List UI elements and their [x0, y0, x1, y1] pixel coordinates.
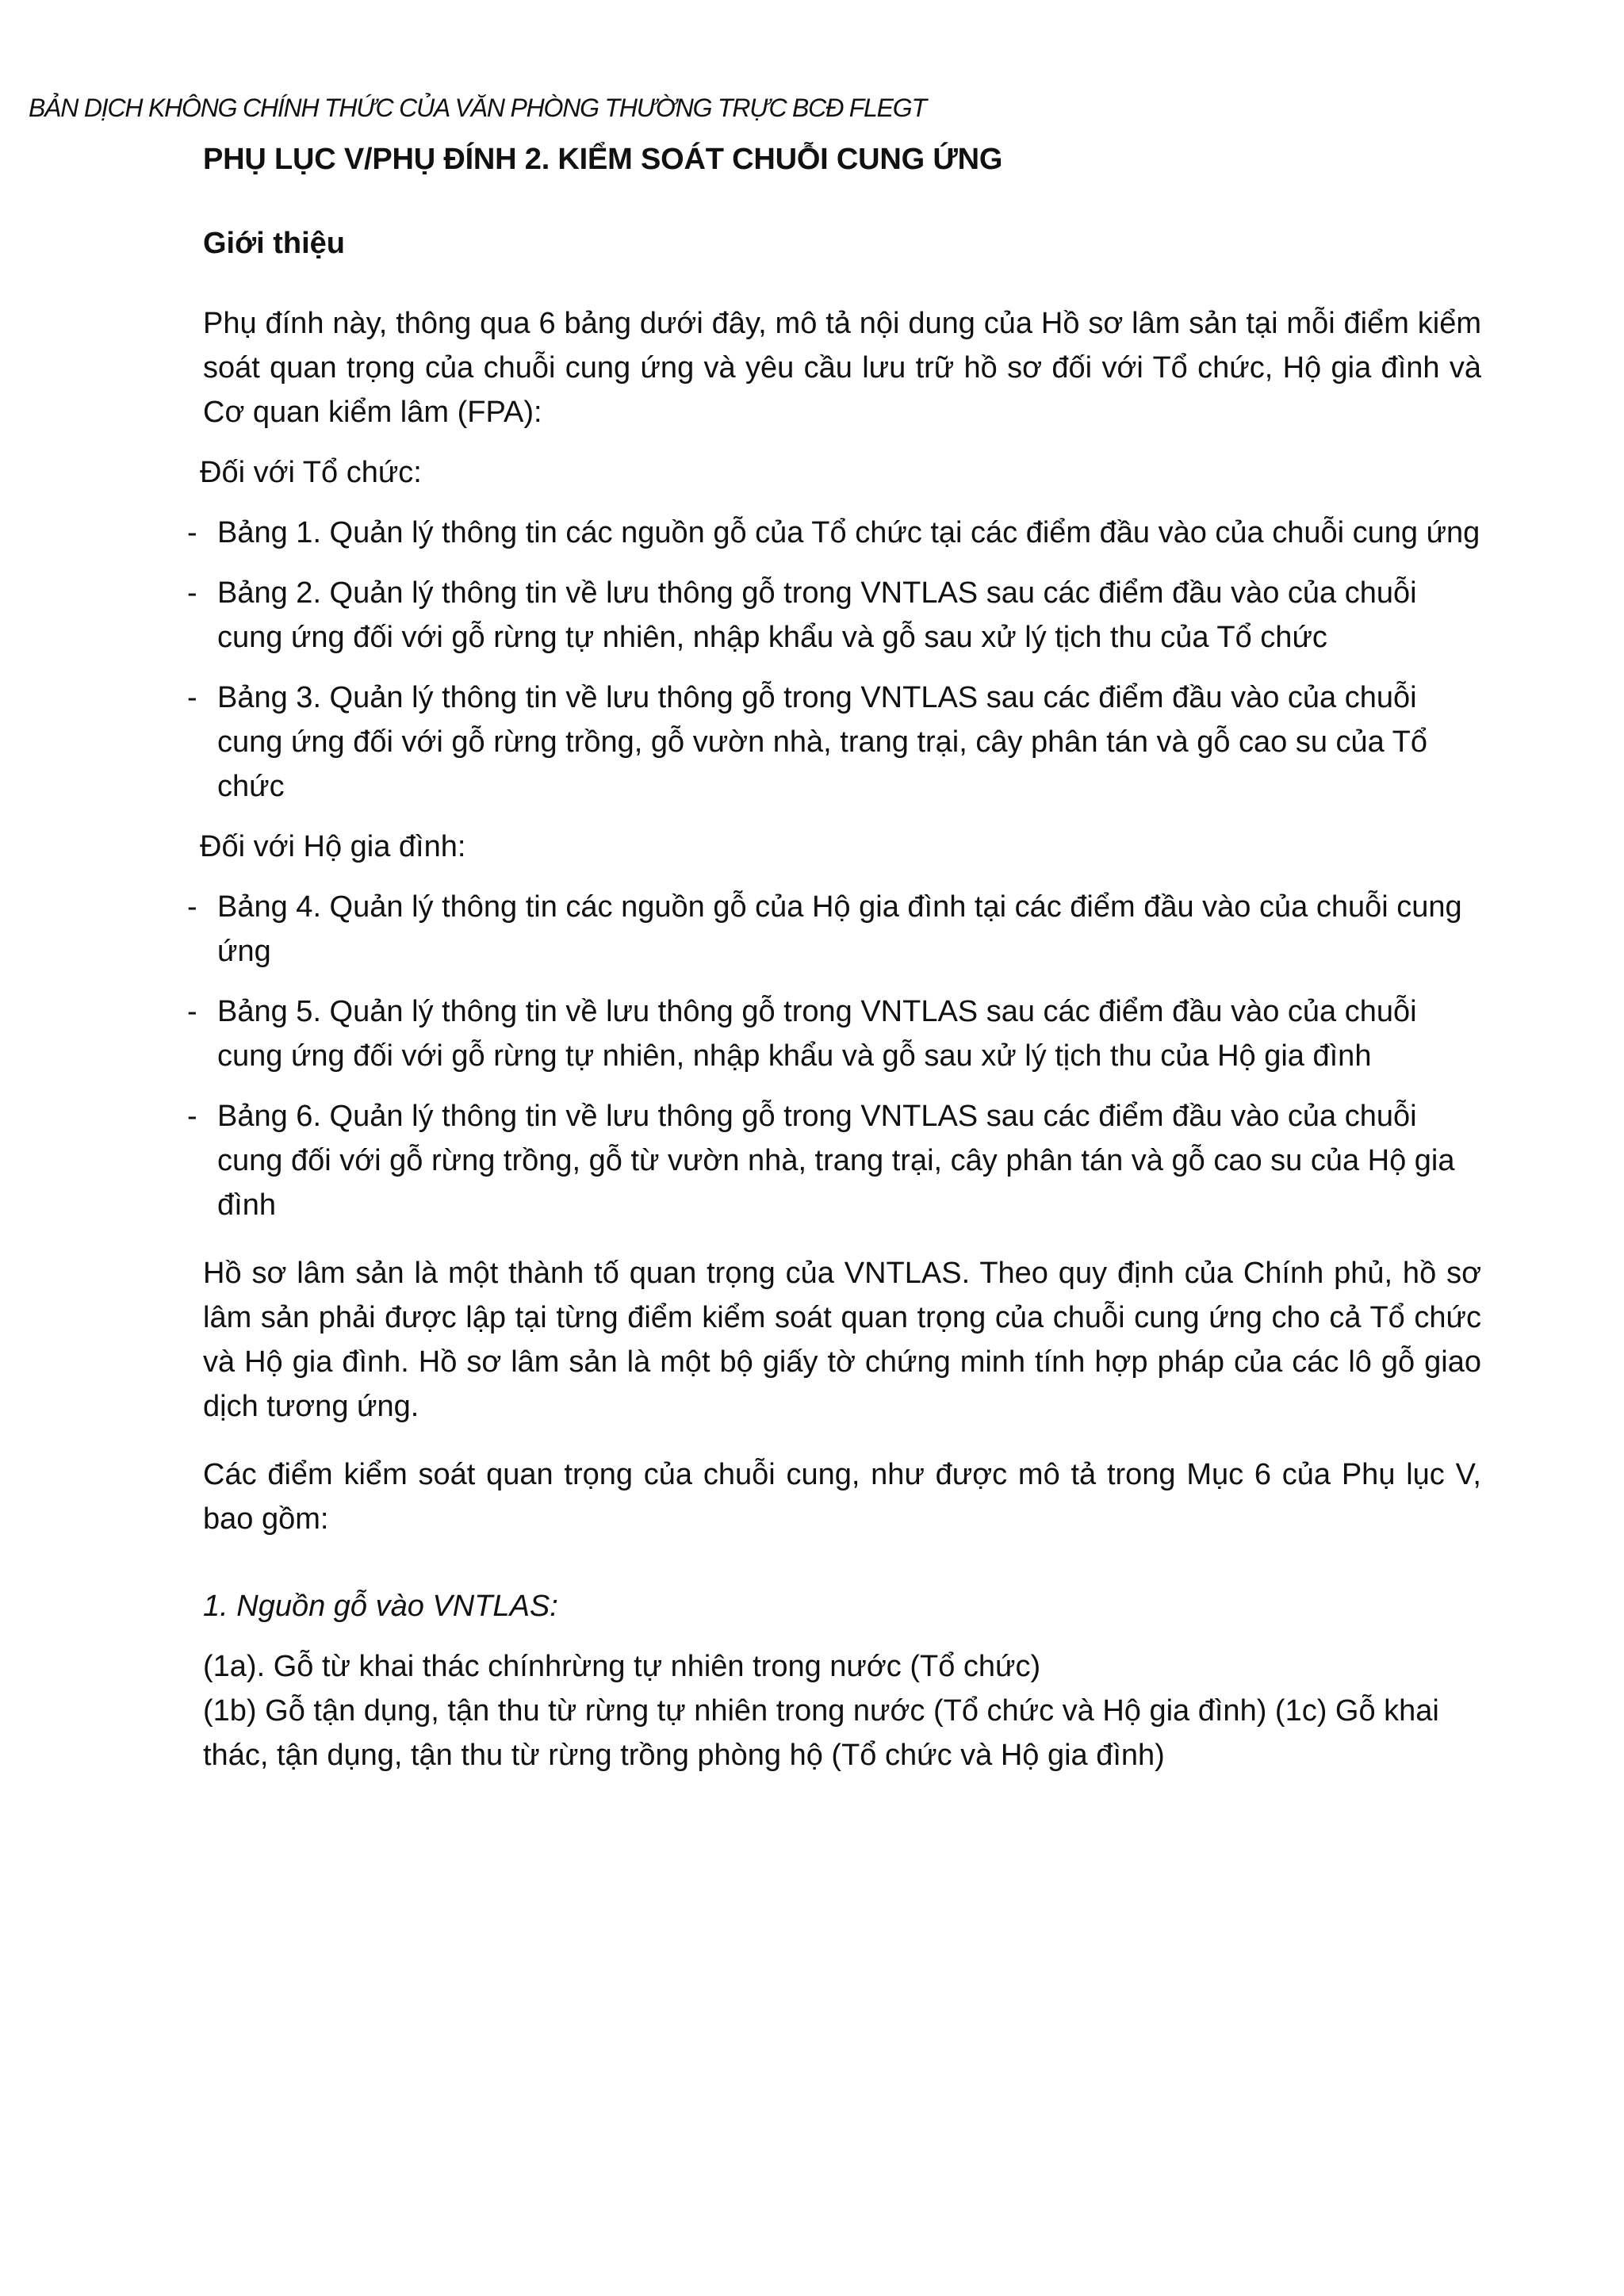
- section-1-sources: [203, 1644, 1481, 1777]
- list-item-text: Bảng 5. Quản lý thông tin về lưu thông gỗ trong VNTLAS sau các điểm đầu vào của chuỗi cung ứng đối với gỗ rừng tự nhiên, nhập khẩu và gỗ sau xử lý tịch thu của Hộ gia đình: [217, 995, 1417, 1073]
- list-item-text: Bảng 6. Quản lý thông tin về lưu thông gỗ trong VNTLAS sau các điểm đầu vào của chuỗi cung đối với gỗ rừng trồng, gỗ từ vườn nhà, trang trại, cây phân tán và gỗ cao su của Hộ gia đình: [217, 1100, 1455, 1222]
- control-points-paragraph: Các điểm kiểm soát quan trọng của chuỗi cung, như được mô tả trong Mục 6 của Phụ lục V, bao gồm:: [203, 1458, 1481, 1536]
- list-item-text: Bảng 3. Quản lý thông tin về lưu thông gỗ trong VNTLAS sau các điểm đầu vào của chuỗi cung ứng đối với gỗ rừng trồng, gỗ vườn nhà, trang trại, cây phân tán và gỗ cao su của Tổ chức: [217, 681, 1428, 803]
- list-item-text: Bảng 1. Quản lý thông tin các nguồn gỗ của Tổ chức tại các điểm đầu vào của chuỗi cung ứng: [217, 516, 1480, 549]
- section-1-heading: 1. Nguồn gỗ vào VNTLAS:: [203, 1590, 558, 1623]
- households-list: [187, 885, 1481, 1227]
- dash-bullet: -: [187, 681, 197, 714]
- list-item: [187, 885, 1481, 974]
- source-line-1a: (1a). Gỗ từ khai thác chínhrừng tự nhiên trong nước (Tổ chức): [203, 1650, 1041, 1683]
- intro-paragraph: Phụ đính này, thông qua 6 bảng dưới đây, mô tả nội dung của Hồ sơ lâm sản tại mỗi điểm kiểm soát quan trọng của chuỗi cung ứng và yêu cầu lưu trữ hồ sơ đối với Tổ chức, Hộ gia đình và Cơ quan kiểm lâm (FPA):: [203, 307, 1481, 429]
- intro-heading: Giới thiệu: [203, 227, 346, 260]
- dash-bullet: -: [187, 1100, 197, 1133]
- list-item: [187, 1094, 1481, 1227]
- households-label: Đối với Hộ gia đình:: [200, 830, 466, 863]
- list-item-text: Bảng 4. Quản lý thông tin các nguồn gỗ của Hộ gia đình tại các điểm đầu vào của chuỗi cung ứng: [217, 890, 1462, 968]
- dash-bullet: -: [187, 890, 197, 924]
- dash-bullet: -: [187, 576, 197, 610]
- list-item: [187, 571, 1481, 660]
- list-item: [187, 511, 1481, 555]
- dossier-paragraph: Hồ sơ lâm sản là một thành tố quan trọng của VNTLAS. Theo quy định của Chính phủ, hồ sơ lâm sản phải được lập tại từng điểm kiểm soát quan trọng của chuỗi cung ứng cho cả Tổ chức và Hộ gia đình. Hồ sơ lâm sản là một bộ giấy tờ chứng minh tính hợp pháp của các lô gỗ giao dịch tương ứng.: [203, 1257, 1481, 1423]
- appendix-title: PHỤ LỤC V/PHỤ ĐÍNH 2. KIỂM SOÁT CHUỖI CUNG ỨNG: [203, 143, 1003, 176]
- list-item-text: Bảng 2. Quản lý thông tin về lưu thông gỗ trong VNTLAS sau các điểm đầu vào của chuỗi cung ứng đối với gỗ rừng tự nhiên, nhập khẩu và gỗ sau xử lý tịch thu của Tổ chức: [217, 576, 1417, 654]
- organizations-label: Đối với Tổ chức:: [200, 456, 422, 489]
- dash-bullet: -: [187, 995, 197, 1028]
- list-item: [187, 675, 1481, 809]
- list-item: [187, 989, 1481, 1078]
- organizations-list: [187, 511, 1481, 809]
- translation-note: BẢN DỊCH KHÔNG CHÍNH THỨC CỦA VĂN PHÒNG THƯỜNG TRỰC BCĐ FLEGT: [29, 94, 926, 122]
- source-line-1b-1c: (1b) Gỗ tận dụng, tận thu từ rừng tự nhiên trong nước (Tổ chức và Hộ gia đình) (1c) Gỗ khai thác, tận dụng, tận thu từ rừng trồng phòng hộ (Tổ chức và Hộ gia đình): [203, 1694, 1439, 1772]
- dash-bullet: -: [187, 516, 197, 549]
- document-body: [187, 138, 1481, 1777]
